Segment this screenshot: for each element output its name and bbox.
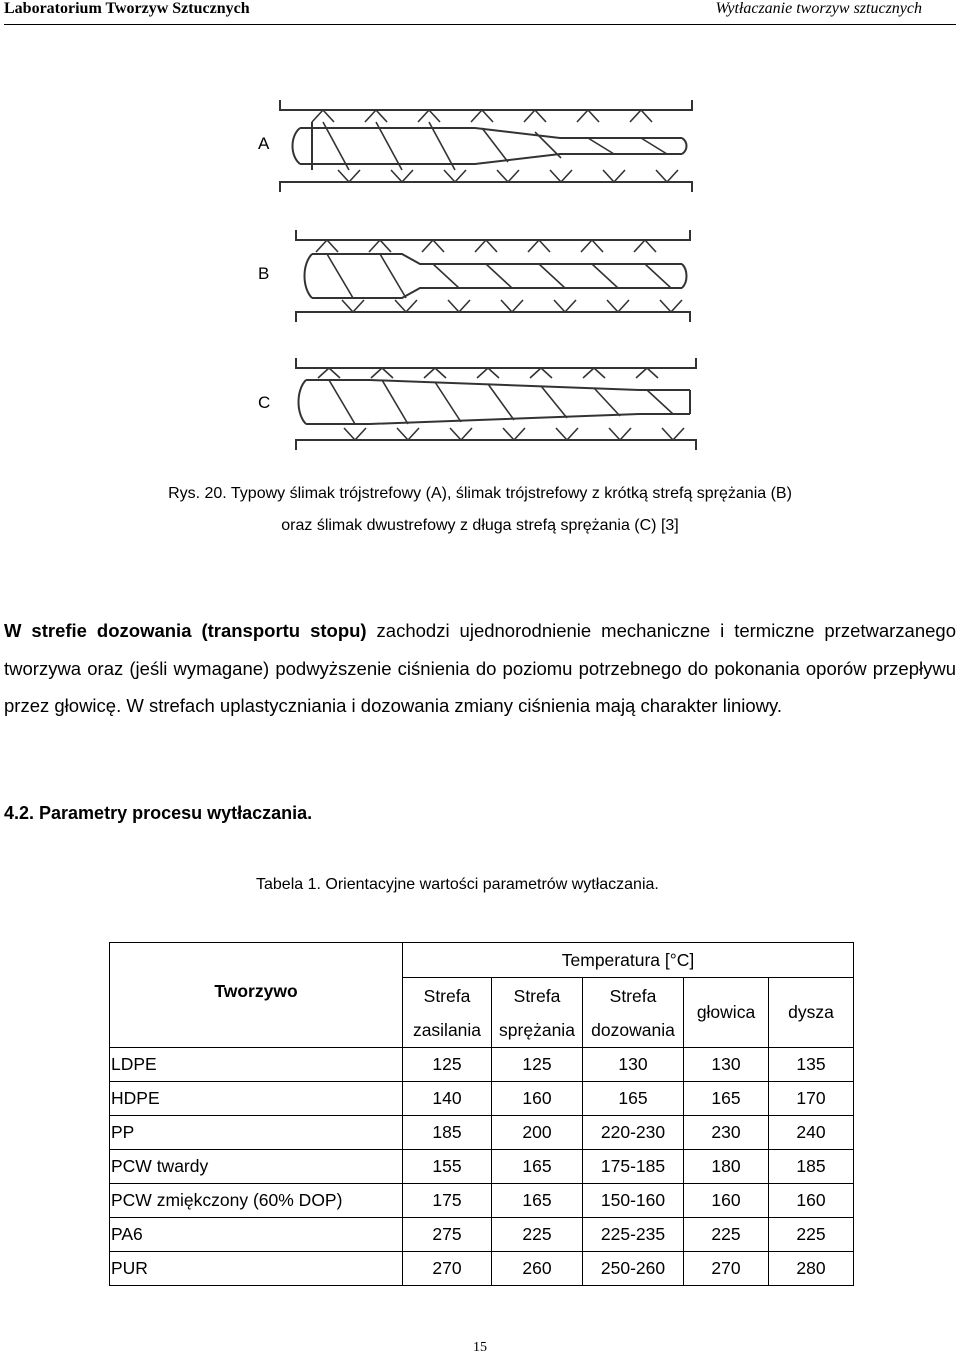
table-cell: 165: [492, 1184, 583, 1218]
table-cell: 160: [492, 1082, 583, 1116]
figure-b-label: B: [258, 264, 270, 283]
page-number: 15: [473, 1340, 487, 1355]
table-cell: 225: [684, 1218, 769, 1252]
column-header: głowica: [684, 978, 769, 1048]
figure-caption-line-2: oraz ślimak dwustrefowy z długa strefą sprężania (C) [3]: [281, 517, 679, 534]
section-heading: 4.2. Parametry procesu wytłaczania.: [4, 803, 313, 823]
table-cell: 230: [684, 1116, 769, 1150]
screw-diagram-c: [220, 350, 740, 458]
table-cell: 175-185: [583, 1150, 684, 1184]
table-row: [110, 1218, 854, 1252]
table-cell: 185: [769, 1150, 854, 1184]
material-name: PP: [110, 1116, 403, 1150]
column-header: Strefa sprężania: [492, 978, 583, 1048]
table-cell: 160: [684, 1184, 769, 1218]
column-header: dysza: [769, 978, 854, 1048]
table-caption: Tabela 1. Orientacyjne wartości parametrów wytłaczania.: [256, 876, 659, 893]
material-name: PUR: [110, 1252, 403, 1286]
table-cell: 270: [684, 1252, 769, 1286]
table-row: [110, 1116, 854, 1150]
temperature-group-header: Temperatura [°C]: [403, 943, 854, 978]
table-cell: 225: [492, 1218, 583, 1252]
table-cell: 250-260: [583, 1252, 684, 1286]
figure-caption-line-1: Rys. 20. Typowy ślimak trójstrefowy (A), ślimak trójstrefowy z krótką strefą sprężania (B): [168, 485, 792, 502]
table-cell: 160: [769, 1184, 854, 1218]
table-cell: 130: [583, 1048, 684, 1082]
screw-diagram-b: [220, 222, 740, 330]
table-cell: 150-160: [583, 1184, 684, 1218]
material-name: PCW zmiękczony (60% DOP): [110, 1184, 403, 1218]
screw-diagram-a: [220, 92, 740, 200]
table-cell: 170: [769, 1082, 854, 1116]
table-cell: 180: [684, 1150, 769, 1184]
body-paragraph: [4, 612, 956, 725]
table-cell: 165: [583, 1082, 684, 1116]
header-divider: [4, 24, 956, 25]
table-cell: 260: [492, 1252, 583, 1286]
table-cell: 185: [403, 1116, 492, 1150]
parameters-table: [109, 942, 854, 1286]
table-cell: 200: [492, 1116, 583, 1150]
table-cell: 135: [769, 1048, 854, 1082]
table-cell: 125: [403, 1048, 492, 1082]
material-name: LDPE: [110, 1048, 403, 1082]
figure-a-label: A: [258, 134, 270, 153]
header-right-title: Wytłaczanie tworzyw sztucznych: [715, 0, 922, 17]
header-left-title: Laboratorium Tworzyw Sztucznych: [4, 0, 250, 17]
table-row: [110, 1048, 854, 1082]
table-cell: 270: [403, 1252, 492, 1286]
table-cell: 275: [403, 1218, 492, 1252]
table-cell: 280: [769, 1252, 854, 1286]
table-row: [110, 1184, 854, 1218]
table-cell: 165: [684, 1082, 769, 1116]
table-cell: 225: [769, 1218, 854, 1252]
paragraph-lead: W strefie dozowania (transportu stopu): [4, 620, 367, 641]
table-cell: 155: [403, 1150, 492, 1184]
material-name: PA6: [110, 1218, 403, 1252]
table-row: [110, 1252, 854, 1286]
figure-c-label: C: [258, 393, 271, 412]
table-row: [110, 1082, 854, 1116]
column-header: Strefa dozowania: [583, 978, 684, 1048]
paragraph-body: zachodzi ujednorodnienie mechaniczne i termiczne przetwarzanego tworzywa oraz (jeśli wymagane) podwyższenie ciśnienia do poziomu potrzebnego do pokonania oporów przepływu przez głowicę. W strefach uplastyczniania i dozowania zmiany ciśnienia mają charakter liniowy.: [4, 620, 956, 716]
material-header: Tworzywo: [110, 943, 403, 1048]
material-name: PCW twardy: [110, 1150, 403, 1184]
material-name: HDPE: [110, 1082, 403, 1116]
table-cell: 140: [403, 1082, 492, 1116]
table-cell: 240: [769, 1116, 854, 1150]
table-cell: 125: [492, 1048, 583, 1082]
table-cell: 175: [403, 1184, 492, 1218]
table-cell: 225-235: [583, 1218, 684, 1252]
table-cell: 165: [492, 1150, 583, 1184]
table-row: [110, 1150, 854, 1184]
table-cell: 130: [684, 1048, 769, 1082]
table-cell: 220-230: [583, 1116, 684, 1150]
column-header: Strefa zasilania: [403, 978, 492, 1048]
